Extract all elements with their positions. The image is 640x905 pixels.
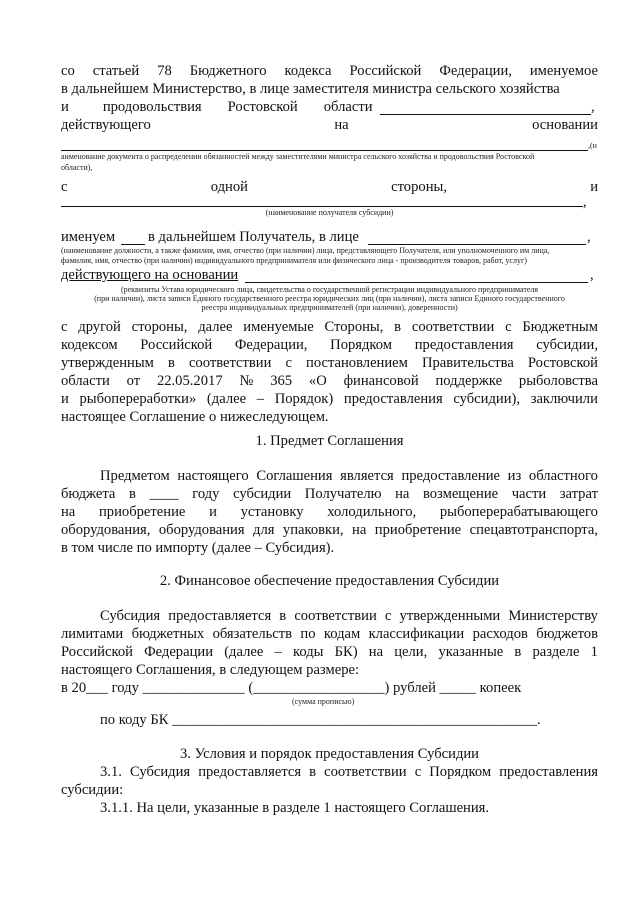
recipient-line-1: именуем — [61, 229, 116, 245]
section-2-line-2: лимитами бюджетных обязательств по кодам классификации расходов бюджетов — [61, 626, 598, 642]
note-representative: (наименование должности, а также фамилия, имя, отчество (при наличии) лица, представляющего Получателя, или уполномоченного им лица, — [61, 246, 550, 255]
section-2-title: 2. Финансовое обеспечение предоставления Субсидии — [159, 573, 500, 589]
section-1-line-2: бюджета в ____ году субсидии Получателю на возмещение части затрат — [61, 486, 598, 502]
note-recipient-basis-2: (при наличии), листа записи Единого государственного реестра юридических лиц (при наличии), листа записи Единого государственного — [94, 294, 565, 303]
section-3-line-3: 3.1.1. На цели, указанные в разделе 1 настоящего Соглашения. — [100, 800, 490, 816]
amount-line: в 20___ году ______________ (__________________) рублей _____ копеек — [61, 680, 522, 696]
intro-line-4: действующего на основании — [61, 117, 598, 133]
intro-line-6: с одной стороны, и — [61, 179, 598, 195]
note-recipient-basis-3: реестра индивидуальных предпринимателей (при наличии), доверенности) — [201, 303, 458, 312]
blank-basis-document — [61, 150, 588, 151]
intro-line-1: со статьей 78 Бюджетного кодекса Российской Федерации, именуемое — [61, 63, 598, 79]
note-basis-document: аименование документа о распределении обязанностей между заместителями министра сельского хозяйства и продовольствия Ростовской — [61, 152, 535, 161]
section-3-title: 3. Условия и порядок предоставления Субсидии — [180, 746, 479, 762]
blank-deputy-name — [380, 114, 591, 115]
note-recipient-basis-1: (реквизиты Устава юридического лица, свидетельства о государственной регистрации индивидуального предпринимателя — [120, 285, 539, 294]
section-2-line-3: Российской Федерации (далее – коды БК) на цели, указанные в разделе 1 — [61, 644, 598, 660]
parties-line-1: с другой стороны, далее именуемые Стороны, в соответствии с Бюджетным — [61, 319, 598, 335]
parties-line-2: кодексом Российской Федерации, Порядком предоставления субсидии, — [61, 337, 598, 353]
blank-gender-suffix — [121, 244, 145, 245]
parties-line-4: области от 22.05.2017 № 365 «О финансовой поддержке рыболовства — [61, 373, 598, 389]
parties-line-3: утвержденным в соответствии с постановлением Правительства Ростовской — [61, 355, 598, 371]
parties-line-6: настоящее Соглашение о нижеследующем. — [61, 409, 329, 425]
section-1-line-1: Предметом настоящего Соглашения является предоставление из областного — [100, 468, 598, 484]
bk-code-line: по коду БК __________________________________________________. — [100, 712, 541, 728]
note-amount-words: (сумма прописью) — [292, 697, 355, 706]
blank-recipient-basis — [245, 282, 588, 283]
blank-recipient-name — [61, 206, 583, 207]
section-1-title: 1. Предмет Соглашения — [255, 433, 404, 449]
intro-line-3: и продовольствия Ростовской области — [61, 99, 373, 115]
section-1-line-5: в том числе по импорту (далее – Субсидия). — [61, 540, 335, 556]
section-1-line-3: на приобретение и установку холодильного, рыбоперерабатывающего — [61, 504, 598, 520]
recipient-basis-label: действующего на основании — [61, 267, 239, 283]
section-3-line-1: 3.1. Субсидия предоставляется в соответствии с Порядком предоставления — [100, 764, 598, 780]
blank-representative — [368, 244, 586, 245]
intro-line-2: в дальнейшем Министерство, в лице заместителя министра сельского хозяйства — [61, 81, 560, 97]
section-2-line-1: Субсидия предоставляется в соответствии с утвержденными Министерству — [100, 608, 598, 624]
parties-line-5: и рыбопереработки» (далее – Порядок) предоставления субсидии), заключили — [61, 391, 598, 407]
note-recipient-name: (наименование получателя субсидии) — [265, 208, 394, 217]
section-3-line-2: субсидии: — [61, 782, 124, 798]
section-2-line-4: настоящего Соглашения, в следующем размере: — [61, 662, 360, 678]
section-1-line-4: оборудования, оборудования для упаковки, на приобретение спецавтотранспорта, — [61, 522, 598, 538]
